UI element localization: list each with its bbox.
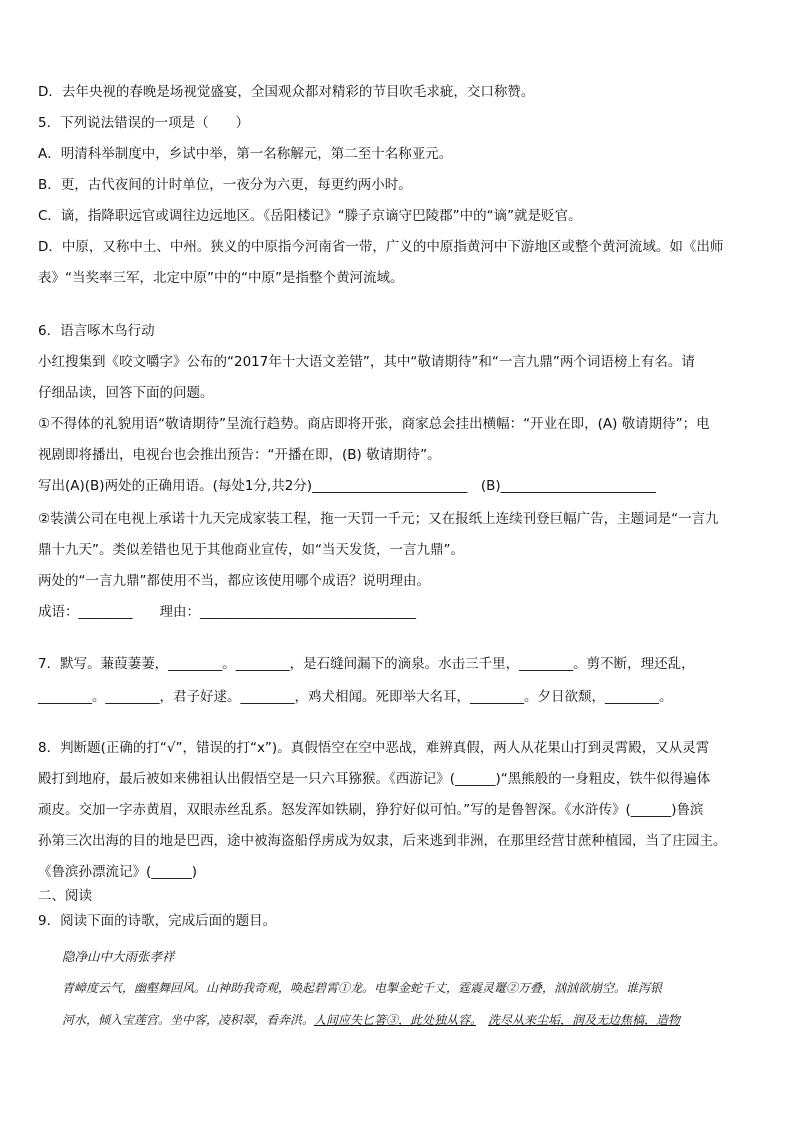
q8-line4: 孙第三次出海的目的地是巴西，途中被海盗船俘虏成为奴隶，后来逃到非洲，在那里经营甘蔗种植园，当了庄园主。 <box>38 833 727 849</box>
q6-paragraph2-2: 鼎十九天”。类似差错也见于其他商业宣传，如“当天发货，一言九鼎”。 <box>38 542 464 558</box>
q6-paragraph2-3: 两处的“一言九鼎”都使用不当，都应该使用哪个成语？说明理由。 <box>38 573 430 589</box>
q6-task-1: 写出(A)(B)两处的正确用语。(每处1分,共2分)_______________________ (B)_______________________ <box>38 478 656 494</box>
q5-option-b: B．更，古代夜间的计时单位，一夜分为六更，每更约两小时。 <box>38 177 412 193</box>
q5-option-d-line2: 表》“当奖率三军，北定中原”中的“中原”是指整个黄河流域。 <box>38 270 404 286</box>
q8-line1: 8．判断题(正确的打“√”，错误的打“x”)。真假悟空在空中恶战，难辨真假，两人从花果山打到灵霄殿，又从灵霄 <box>38 740 710 756</box>
poem-line2-part-a: 河水，倾入宝莲宫。坐中客，凌积翠，看奔洪。 <box>62 1013 315 1027</box>
q5-option-a: A．明清科举制度中，乡试中举，第一名称解元，第二至十名称亚元。 <box>38 146 453 162</box>
q5-option-d-line1: D．中原，又称中土、中州。狭义的中原指今河南省一带，广义的中原指黄河中下游地区或整个黄河流域。如《出师 <box>38 239 724 255</box>
q8-line2: 殿打到地府，最后被如来佛祖认出假悟空是一只六耳猕猴。《西游记》(______)“黑熊般的一身粗皮，铁牛似得遍体 <box>38 771 711 787</box>
poem-title: 隐净山中大雨张孝祥 <box>62 949 175 964</box>
section-heading-reading: 二、阅读 <box>38 888 92 904</box>
poem-line2-underlined-a: 人间应失匕箸③，此处独从容。 <box>314 1013 477 1027</box>
poem-line1: 青嶂度云气，幽壑舞回风。山神助我奇观，唤起碧霄①龙。电掣金蛇千丈，霆震灵鼍②万叠，汹汹欲崩空。谁泻银 <box>62 981 663 995</box>
q6-paragraph1-2: 视剧即将播出，电视台也会推出预告：“开播在即，(B) 敬请期待”。 <box>38 447 441 463</box>
q6-heading: 6．语言啄木鸟行动 <box>38 323 155 339</box>
q6-answer-line: 成语：________ 理由：________________________________ <box>38 604 416 620</box>
q6-paragraph1-1: ①不得体的礼貌用语“敬请期待”呈流行趋势。商店即将开张，商家总会挂出横幅：“开业在即，(A) 敬请期待”；电 <box>38 416 710 432</box>
q6-intro-2: 仔细品读，回答下面的问题。 <box>38 385 214 401</box>
q6-paragraph2-1: ②装潢公司在电视上承诺十九天完成家装工程，拖一天罚一千元；又在报纸上连续刊登巨幅广告，主题词是“一言九 <box>38 511 719 527</box>
q8-line3: 顽皮。交加一字赤黄眉，双眼赤丝乱系。怒发浑如铁刷，狰狞好似可怕。”写的是鲁智深。《水浒传》(______)鲁滨 <box>38 802 704 818</box>
q5-stem: 5．下列说法错误的一项是（ ） <box>38 115 250 131</box>
q7-line1: 7．默写。蒹葭萋萋，________。________，是石缝间漏下的滴泉。水击三千里，________。剪不断，理还乱， <box>38 656 695 672</box>
q7-line2: ________。________，君子好逑。________，鸡犬相闻。死即举大名耳，________。夕日欲颓，________。 <box>38 689 673 705</box>
q8-line5: 《鲁滨孙漂流记》(______) <box>38 864 198 880</box>
q6-intro-1: 小红搜集到《咬文嚼字》公布的“2017年十大语文差错”，其中“敬请期待”和“一言九鼎”两个词语榜上有名。请 <box>38 354 695 370</box>
q9-stem: 9．阅读下面的诗歌，完成后面的题目。 <box>38 913 277 929</box>
q5-option-c: C．谪，指降职远官或调往边远地区。《岳阳楼记》“滕子京谪守巴陵郡”中的“谪”就是贬官。 <box>38 208 582 224</box>
q4-option-d: D．去年央视的春晚是场视觉盛宴，全国观众都对精彩的节目吹毛求疵，交口称赞。 <box>38 84 535 100</box>
poem-line2-underlined-b: 洗尽从来尘垢，润及无边焦槁，造物 <box>488 1013 681 1027</box>
poem-line2 <box>62 1011 680 1028</box>
